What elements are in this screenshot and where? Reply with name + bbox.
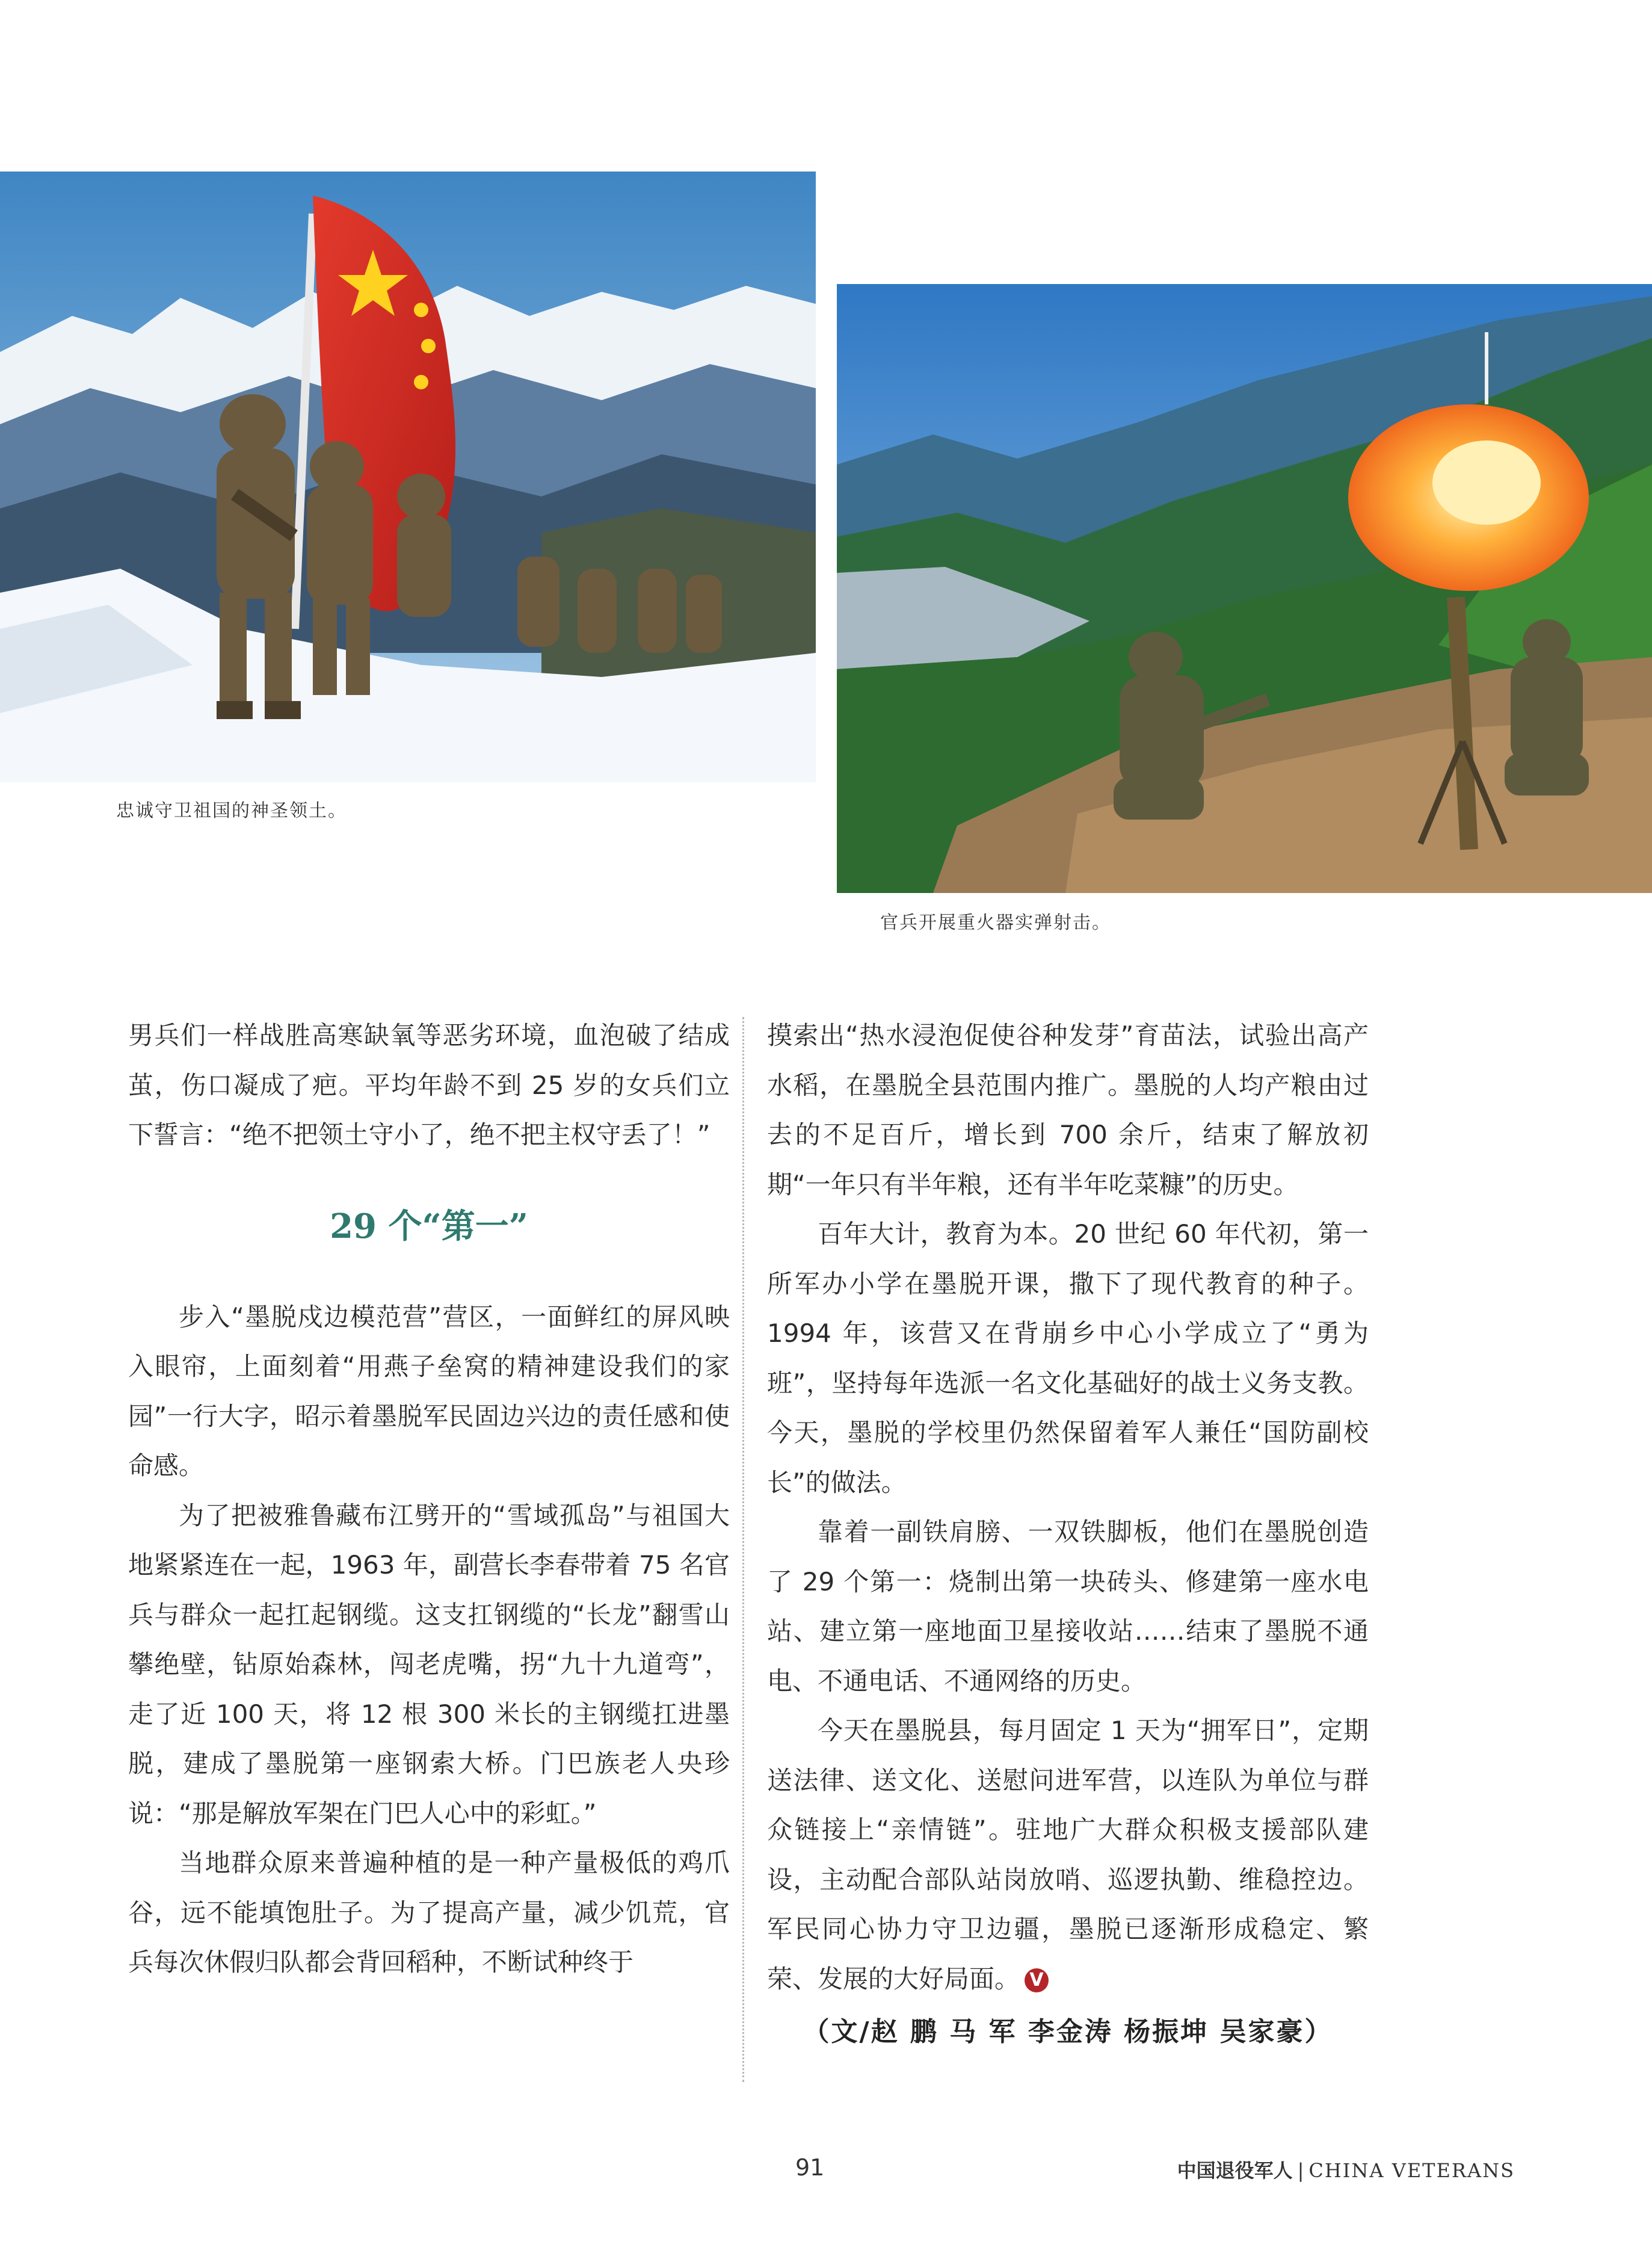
page-number: 91 [795,2154,825,2181]
photo-soldiers-with-flag [0,172,816,782]
paragraph: 男兵们一样战胜高寒缺氧等恶劣环境，血泡破了结成茧，伤口凝成了疤。平均年龄不到 25 岁的女兵们立下誓言：“绝不把领土守小了，绝不把主权守丢了！” [128,1021,730,1149]
magazine-brand [1177,2155,1515,2183]
column-divider [742,1017,744,2082]
photo-caption-left: 忠诚守卫祖国的神圣领土。 [116,800,347,821]
paragraph: 步入“墨脱戍边模范营”营区，一面鲜红的屏风映入眼帘，上面刻着“用燕子垒窝的精神建设我们的家园”一行大字，昭示着墨脱军民固边兴边的责任感和使命感。 [128,1302,730,1480]
magazine-name-cn: 中国退役军人 [1177,2159,1293,2182]
paragraph: 为了把被雅鲁藏布江劈开的“雪域孤岛”与祖国大地紧紧连在一起，1963 年，副营长李春带着 75 名官兵与群众一起扛起钢缆。这支扛钢缆的“长龙”翻雪山攀绝壁，钻原始森林，闯老虎嘴，拐“九十九道弯”，走了近 100 天，将 12 根 300 米长的主钢缆扛进墨脱，建成了墨脱第一座钢索大桥。门巴族老人央珍说：“那是解放军架在门巴人心中的彩虹。” [128,1500,730,1828]
article-column-right [767,1011,1369,2057]
article-end-icon: V [1025,1968,1049,1992]
photo-mortar-firing [837,284,1652,893]
paragraph-text: 今天在墨脱县，每月固定 1 天为“拥军日”，定期送法律、送文化、送慰问进军营，以连队为单位与群众链接上“亲情链”。驻地广大群众积极支援部队建设，主动配合部队站岗放哨、巡逻执勤、维稳控边。军民同心协力守卫边疆，墨脱已逐渐形成稳定、繁荣、发展的大好局面。 [767,1716,1369,1994]
paragraph: 当地群众原来普遍种植的是一种产量极低的鸡爪谷，远不能填饱肚子。为了提高产量，减少饥荒，官兵每次休假归队都会背回稻种，不断试种终于 [128,1848,730,1977]
paragraph-with-end-mark [767,1706,1369,2004]
section-heading: 29 个“第一” [330,1206,528,1246]
brand-separator: | [1297,2159,1304,2182]
mortar-firing-image [837,284,1652,893]
paragraph: 百年大计，教育为本。20 世纪 60 年代初，第一所军办小学在墨脱开课，撒下了现代教育的种子。1994 年，该营又在背崩乡中心小学成立了“勇为班”，坚持每年选派一名文化基础好的战士义务支教。今天，墨脱的学校里仍然保留着军人兼任“国防副校长”的做法。 [767,1219,1369,1497]
magazine-name-en: CHINA VETERANS [1308,2159,1515,2182]
author-byline: （文/赵 鹏 马 军 李金涛 杨振坤 吴家豪） [803,2016,1333,2047]
article-column-left [128,1011,730,1988]
soldiers-flag-image [0,172,816,782]
paragraph: 摸索出“热水浸泡促使谷种发芽”育苗法，试验出高产水稻，在墨脱全县范围内推广。墨脱的人均产粮由过去的不足百斤，增长到 700 余斤，结束了解放初期“一年只有半年粮，还有半年吃菜糠”的历史。 [767,1021,1369,1199]
paragraph: 靠着一副铁肩膀、一双铁脚板，他们在墨脱创造了 29 个第一：烧制出第一块砖头、修建第一座水电站、建立第一座地面卫星接收站……结束了墨脱不通电、不通电话、不通网络的历史。 [767,1517,1369,1696]
photo-caption-right: 官兵开展重火器实弹射击。 [880,912,1111,933]
